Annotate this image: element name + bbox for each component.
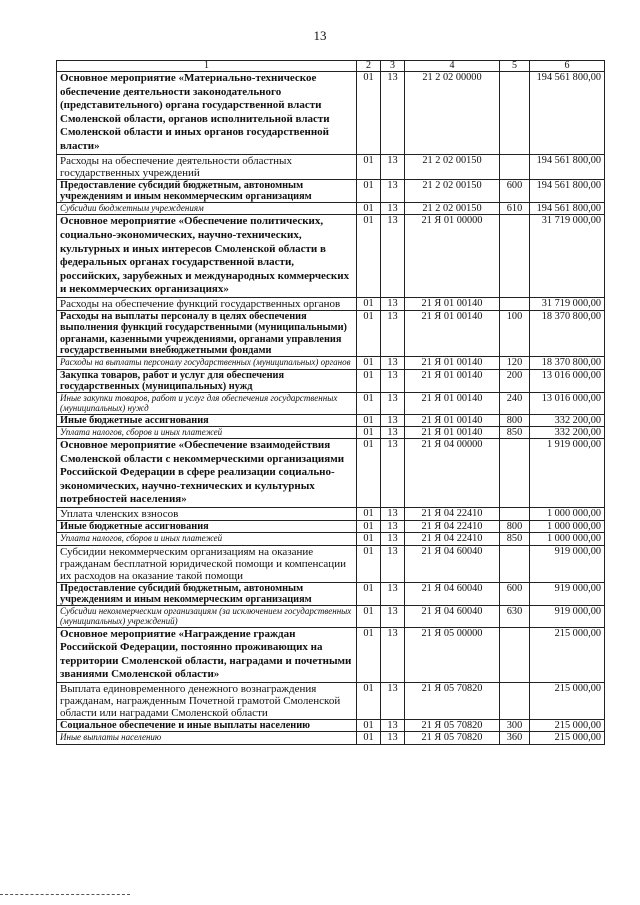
row-name-cell: Уплата членских взносов bbox=[57, 508, 357, 521]
amount-cell: 332 200,00 bbox=[530, 414, 605, 426]
section-code-cell: 01 bbox=[357, 414, 381, 426]
section-code-cell: 01 bbox=[357, 439, 381, 508]
section-code-cell: 01 bbox=[357, 533, 381, 545]
target-article-cell: 21 2 02 00150 bbox=[405, 179, 500, 203]
amount-cell: 1 000 000,00 bbox=[530, 508, 605, 521]
amount-cell: 332 200,00 bbox=[530, 426, 605, 438]
section-code-cell: 01 bbox=[357, 606, 381, 627]
row-name-cell: Основное мероприятие «Обеспечение взаимодействия Смоленской области с некоммерческими организациями Российской Федерации в сфере реализации социально-экономических, научно-технических и культурных потребностей населения» bbox=[57, 439, 357, 508]
subsection-code-cell: 13 bbox=[381, 357, 405, 369]
target-article-cell: 21 Я 04 22410 bbox=[405, 521, 500, 533]
amount-cell: 13 016 000,00 bbox=[530, 369, 605, 393]
expense-type-cell: 800 bbox=[500, 521, 530, 533]
row-name-cell: Субсидии некоммерческим организациям на оказание гражданам бесплатной юридической помощи и компенсации их расходов на оказание такой помощи bbox=[57, 545, 357, 582]
expense-type-cell bbox=[500, 154, 530, 179]
table-row bbox=[57, 545, 605, 582]
subsection-code-cell: 13 bbox=[381, 179, 405, 203]
expense-type-cell bbox=[500, 215, 530, 298]
budget-table bbox=[56, 60, 605, 745]
amount-cell: 215 000,00 bbox=[530, 627, 605, 682]
row-name-cell: Основное мероприятие «Обеспечение политических, социально-экономических, научно-технических, культурных и иных интересов Смоленской области в федеральных органах государственной власти, российских, зарубежных и международных коммерческих и некоммерческих организациях» bbox=[57, 215, 357, 298]
target-article-cell: 21 Я 04 60040 bbox=[405, 545, 500, 582]
table-row bbox=[57, 683, 605, 720]
expense-type-cell: 610 bbox=[500, 203, 530, 215]
target-article-cell: 21 Я 01 00140 bbox=[405, 414, 500, 426]
header-col-3: 3 bbox=[381, 61, 405, 72]
row-name-cell: Расходы на обеспечение деятельности областных государственных учреждений bbox=[57, 154, 357, 179]
expense-type-cell: 200 bbox=[500, 369, 530, 393]
section-code-cell: 01 bbox=[357, 508, 381, 521]
expense-type-cell bbox=[500, 72, 530, 155]
section-code-cell: 01 bbox=[357, 298, 381, 311]
target-article-cell: 21 2 02 00000 bbox=[405, 72, 500, 155]
subsection-code-cell: 13 bbox=[381, 203, 405, 215]
section-code-cell: 01 bbox=[357, 627, 381, 682]
table-row bbox=[57, 582, 605, 606]
section-code-cell: 01 bbox=[357, 357, 381, 369]
row-name-cell: Расходы на выплаты персоналу государственных (муниципальных) органов bbox=[57, 357, 357, 369]
row-name-cell: Основное мероприятие «Награждение граждан Российской Федерации, постоянно проживающих на территории Смоленской области, наградами и почетными званиями Смоленской области» bbox=[57, 627, 357, 682]
expense-type-cell: 100 bbox=[500, 311, 530, 357]
section-code-cell: 01 bbox=[357, 521, 381, 533]
row-name-cell: Предоставление субсидий бюджетным, автономным учреждениям и иным некоммерческим организациям bbox=[57, 179, 357, 203]
subsection-code-cell: 13 bbox=[381, 582, 405, 606]
expense-type-cell bbox=[500, 298, 530, 311]
expense-type-cell bbox=[500, 627, 530, 682]
table-row bbox=[57, 72, 605, 155]
section-code-cell: 01 bbox=[357, 426, 381, 438]
subsection-code-cell: 13 bbox=[381, 545, 405, 582]
expense-type-cell: 800 bbox=[500, 414, 530, 426]
subsection-code-cell: 13 bbox=[381, 215, 405, 298]
table-row bbox=[57, 627, 605, 682]
table-row bbox=[57, 732, 605, 744]
subsection-code-cell: 13 bbox=[381, 414, 405, 426]
target-article-cell: 21 Я 01 00140 bbox=[405, 393, 500, 414]
amount-cell: 31 719 000,00 bbox=[530, 215, 605, 298]
subsection-code-cell: 13 bbox=[381, 627, 405, 682]
expense-type-cell: 120 bbox=[500, 357, 530, 369]
section-code-cell: 01 bbox=[357, 683, 381, 720]
amount-cell: 194 561 800,00 bbox=[530, 72, 605, 155]
section-code-cell: 01 bbox=[357, 393, 381, 414]
table-row bbox=[57, 426, 605, 438]
section-code-cell: 01 bbox=[357, 215, 381, 298]
expense-type-cell: 240 bbox=[500, 393, 530, 414]
amount-cell: 919 000,00 bbox=[530, 582, 605, 606]
subsection-code-cell: 13 bbox=[381, 720, 405, 732]
table-row bbox=[57, 298, 605, 311]
subsection-code-cell: 13 bbox=[381, 154, 405, 179]
target-article-cell: 21 Я 05 70820 bbox=[405, 720, 500, 732]
section-code-cell: 01 bbox=[357, 154, 381, 179]
header-row bbox=[57, 61, 605, 72]
row-name-cell: Закупка товаров, работ и услуг для обеспечения государственных (муниципальных) нужд bbox=[57, 369, 357, 393]
subsection-code-cell: 13 bbox=[381, 606, 405, 627]
target-article-cell: 21 Я 01 00140 bbox=[405, 426, 500, 438]
target-article-cell: 21 Я 01 00140 bbox=[405, 311, 500, 357]
expense-type-cell bbox=[500, 683, 530, 720]
subsection-code-cell: 13 bbox=[381, 72, 405, 155]
section-code-cell: 01 bbox=[357, 732, 381, 744]
target-article-cell: 21 Я 04 22410 bbox=[405, 533, 500, 545]
target-article-cell: 21 Я 01 00000 bbox=[405, 215, 500, 298]
target-article-cell: 21 Я 05 70820 bbox=[405, 683, 500, 720]
amount-cell: 215 000,00 bbox=[530, 732, 605, 744]
row-name-cell: Уплата налогов, сборов и иных платежей bbox=[57, 426, 357, 438]
amount-cell: 194 561 800,00 bbox=[530, 179, 605, 203]
section-code-cell: 01 bbox=[357, 545, 381, 582]
target-article-cell: 21 Я 04 60040 bbox=[405, 582, 500, 606]
subsection-code-cell: 13 bbox=[381, 683, 405, 720]
row-name-cell: Иные выплаты населению bbox=[57, 732, 357, 744]
row-name-cell: Уплата налогов, сборов и иных платежей bbox=[57, 533, 357, 545]
target-article-cell: 21 Я 05 00000 bbox=[405, 627, 500, 682]
target-article-cell: 21 Я 05 70820 bbox=[405, 732, 500, 744]
table-row bbox=[57, 439, 605, 508]
expense-type-cell: 600 bbox=[500, 179, 530, 203]
row-name-cell: Предоставление субсидий бюджетным, автономным учреждениям и иным некоммерческим организациям bbox=[57, 582, 357, 606]
subsection-code-cell: 13 bbox=[381, 439, 405, 508]
target-article-cell: 21 Я 01 00140 bbox=[405, 357, 500, 369]
amount-cell: 13 016 000,00 bbox=[530, 393, 605, 414]
subsection-code-cell: 13 bbox=[381, 311, 405, 357]
table-row bbox=[57, 533, 605, 545]
table-row bbox=[57, 606, 605, 627]
header-col-6: 6 bbox=[530, 61, 605, 72]
table-row bbox=[57, 521, 605, 533]
subsection-code-cell: 13 bbox=[381, 521, 405, 533]
amount-cell: 194 561 800,00 bbox=[530, 154, 605, 179]
target-article-cell: 21 Я 01 00140 bbox=[405, 369, 500, 393]
footer-divider bbox=[0, 894, 130, 895]
table-row bbox=[57, 215, 605, 298]
expense-type-cell: 630 bbox=[500, 606, 530, 627]
row-name-cell: Субсидии некоммерческим организациям (за исключением государственных (муниципальных) учреждений) bbox=[57, 606, 357, 627]
row-name-cell: Социальное обеспечение и иные выплаты населению bbox=[57, 720, 357, 732]
section-code-cell: 01 bbox=[357, 179, 381, 203]
row-name-cell: Иные закупки товаров, работ и услуг для обеспечения государственных (муниципальных) нужд bbox=[57, 393, 357, 414]
section-code-cell: 01 bbox=[357, 203, 381, 215]
subsection-code-cell: 13 bbox=[381, 393, 405, 414]
amount-cell: 1 919 000,00 bbox=[530, 439, 605, 508]
subsection-code-cell: 13 bbox=[381, 426, 405, 438]
subsection-code-cell: 13 bbox=[381, 298, 405, 311]
amount-cell: 215 000,00 bbox=[530, 720, 605, 732]
expense-type-cell bbox=[500, 545, 530, 582]
expense-type-cell: 850 bbox=[500, 426, 530, 438]
expense-type-cell bbox=[500, 508, 530, 521]
target-article-cell: 21 2 02 00150 bbox=[405, 203, 500, 215]
expense-type-cell bbox=[500, 439, 530, 508]
amount-cell: 919 000,00 bbox=[530, 606, 605, 627]
row-name-cell: Иные бюджетные ассигнования bbox=[57, 521, 357, 533]
amount-cell: 215 000,00 bbox=[530, 683, 605, 720]
subsection-code-cell: 13 bbox=[381, 369, 405, 393]
header-col-1: 1 bbox=[57, 61, 357, 72]
amount-cell: 919 000,00 bbox=[530, 545, 605, 582]
expense-type-cell: 300 bbox=[500, 720, 530, 732]
subsection-code-cell: 13 bbox=[381, 533, 405, 545]
table-row bbox=[57, 393, 605, 414]
expense-type-cell: 850 bbox=[500, 533, 530, 545]
header-col-2: 2 bbox=[357, 61, 381, 72]
header-col-4: 4 bbox=[405, 61, 500, 72]
table-row bbox=[57, 203, 605, 215]
table-row bbox=[57, 414, 605, 426]
target-article-cell: 21 Я 04 22410 bbox=[405, 508, 500, 521]
section-code-cell: 01 bbox=[357, 582, 381, 606]
amount-cell: 18 370 800,00 bbox=[530, 311, 605, 357]
target-article-cell: 21 Я 04 60040 bbox=[405, 606, 500, 627]
table-row bbox=[57, 179, 605, 203]
target-article-cell: 21 2 02 00150 bbox=[405, 154, 500, 179]
table-row bbox=[57, 311, 605, 357]
subsection-code-cell: 13 bbox=[381, 732, 405, 744]
expense-type-cell: 360 bbox=[500, 732, 530, 744]
expense-type-cell: 600 bbox=[500, 582, 530, 606]
row-name-cell: Субсидии бюджетным учреждениям bbox=[57, 203, 357, 215]
table-row bbox=[57, 357, 605, 369]
table-row bbox=[57, 720, 605, 732]
section-code-cell: 01 bbox=[357, 311, 381, 357]
section-code-cell: 01 bbox=[357, 720, 381, 732]
header-col-5: 5 bbox=[500, 61, 530, 72]
row-name-cell: Расходы на обеспечение функций государственных органов bbox=[57, 298, 357, 311]
amount-cell: 18 370 800,00 bbox=[530, 357, 605, 369]
amount-cell: 1 000 000,00 bbox=[530, 521, 605, 533]
target-article-cell: 21 Я 04 00000 bbox=[405, 439, 500, 508]
section-code-cell: 01 bbox=[357, 369, 381, 393]
table-row bbox=[57, 154, 605, 179]
amount-cell: 194 561 800,00 bbox=[530, 203, 605, 215]
subsection-code-cell: 13 bbox=[381, 508, 405, 521]
target-article-cell: 21 Я 01 00140 bbox=[405, 298, 500, 311]
page-number: 13 bbox=[313, 28, 327, 43]
row-name-cell: Иные бюджетные ассигнования bbox=[57, 414, 357, 426]
table-row bbox=[57, 508, 605, 521]
amount-cell: 1 000 000,00 bbox=[530, 533, 605, 545]
row-name-cell: Основное мероприятие «Материально-техническое обеспечение деятельности законодательного (представительного) органа государственной власти Смоленской области, органов исполнительной власти Смоленской области и иных органов государственной власти» bbox=[57, 72, 357, 155]
row-name-cell: Выплата единовременного денежного вознаграждения гражданам, награжденным Почетной грамотой Смоленской области или наградами Смоленской области bbox=[57, 683, 357, 720]
row-name-cell: Расходы на выплаты персоналу в целях обеспечения выполнения функций государственными (муниципальными) органами, казенными учреждениями, органами управления государственными внебюджетными фондами bbox=[57, 311, 357, 357]
amount-cell: 31 719 000,00 bbox=[530, 298, 605, 311]
section-code-cell: 01 bbox=[357, 72, 381, 155]
table-row bbox=[57, 369, 605, 393]
